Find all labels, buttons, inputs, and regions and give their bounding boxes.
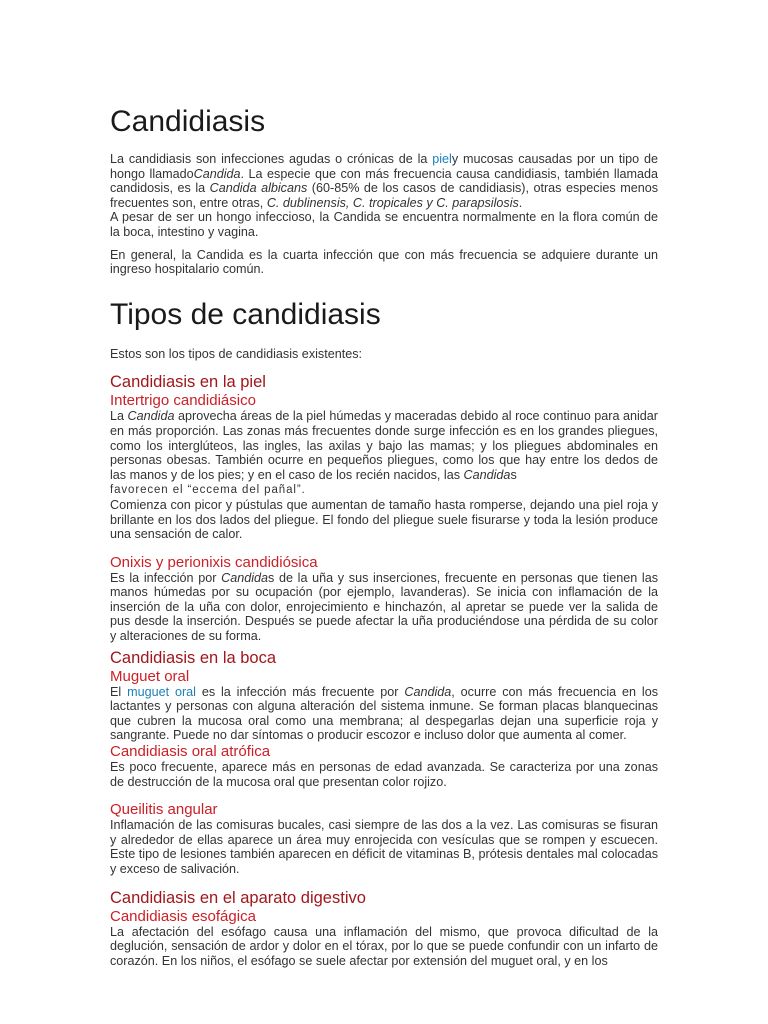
text-run: aprovecha áreas de la piel húmedas y maceradas debido al roce continuo para anidar en más proporción. Las zonas más frecuentes donde surge infección es en los grandes pliegues, como los interglúteos, las ingles, las axilas y bajo las mamas; y los pliegues abdominales en personas obesas. También ocurre en pequeños pliegues, como los que hay entre los dedos de las manos y de los pies; y en el caso de los recién nacidos, las [110,409,658,482]
text-run: s [510,467,517,482]
italic-run: Candida [193,166,241,181]
text-run: El [110,684,128,699]
text-run: (60-85% de los casos de candidiasis), otras especies menos frecuentes son, entre otras, [110,181,659,210]
intro-paragraph-1 [110,152,658,210]
text-run: s de la uña y sus inserciones, frecuente en personas que tienen las manos húmedas por su ocupación (por ejemplo, lavanderas). Se inicia con inflamación de la inserción de la uña con dolor, enrojecimiento e hinchazón, al apretar se puede ver la salida de pus desde la inserción. Después se puede afectar la uña produciéndose una pérdida de su color y alteraciones de su forma. [110,570,659,644]
types-title: Tipos de candidiasis [110,297,381,331]
italic-run: Candida [404,684,452,699]
page-title: Candidiasis [110,105,266,138]
atrophic-paragraph: Es poco frecuente, aparece más en personas de edad avanzada. Se caracteriza por una zonas de destrucción de la mucosa oral que presentan color rojizo. [110,760,658,789]
section-heading-skin: Candidiasis en la piel [110,373,266,392]
text-run: . La especie que con más frecuencia causa candidiasis, también llamada candidosis, es la [110,166,658,196]
intro-paragraph-2: A pesar de ser un hongo infeccioso, la Candida se encuentra normalmente en la flora común de la boca, intestino y vagina. [110,210,658,239]
subheading-queilitis: Queilitis angular [110,801,218,819]
text-run: favorecen el “eccema del pañal”. [110,484,306,497]
text-run: La [110,409,128,424]
italic-run: Candida [463,467,511,482]
document-content [110,104,658,968]
intro-paragraph-3: En general, la Candida es la cuarta infección que con más frecuencia se adquiere durante un ingreso hospitalario común. [110,247,658,277]
text-run: es la infección más frecuente por [195,684,405,699]
subheading-onixis: Onixis y perionixis candidiósica [110,553,318,571]
intertrigo-paragraph-1 [110,409,658,498]
section-heading-mouth: Candidiasis en la boca [110,648,277,667]
text-run: Es la infección por [110,570,222,585]
queilitis-paragraph: Inflamación de las comisuras bucales, casi siempre de las dos a la vez. Las comisuras se fisuran y alrededor de ellas aparece un área muy enrojecida con vesículas que se rompen y escuecen. Este tipo de lesiones también aparecen en déficit de vitaminas B, prótesis dentales mal colocadas y exceso de salivación. [110,818,658,876]
text-run: . [518,195,523,210]
muguet-oral-link[interactable]: muguet oral [127,684,196,699]
piel-link[interactable]: piel [432,152,452,166]
subheading-atrophic: Candidiasis oral atrófica [110,743,271,761]
italic-run: Candida [127,409,175,424]
italic-run: Candida [221,570,269,585]
types-intro: Estos son los tipos de candidiasis existentes: [110,346,363,361]
italic-run: Candida albicans [209,181,308,196]
intro-section [110,152,658,277]
text-run: y mucosas causadas por un tipo de hongo llamado [110,152,658,181]
italic-run: C. dublinensis, C. tropicales y C. parapsilosis [266,195,519,210]
esophageal-paragraph: La afectación del esófago causa una inflamación del mismo, que provoca dificultad de la deglución, sensación de ardor y dolor en el tórax, por lo que se puede confundir con un infarto de corazón. En los niños, el esófago se suele afectar por extensión del muguet oral, y en los [110,924,658,968]
text-run: La candidiasis son infecciones agudas o crónicas de la [110,152,433,166]
text-run: , ocurre con más frecuencia en los lactantes y personas con alguna alteración del sistema inmune. Se forman placas blanquecinas que cubren la mucosa oral como una membrana; al despegarlas dejan una superficie roja y sangrante. Puede no dar síntomas o producir escozor e incluso dolor que aumenta al comer. [110,684,658,743]
muguet-paragraph [110,685,658,743]
subheading-esophageal: Candidiasis esofágica [110,907,256,925]
subheading-muguet: Muguet oral [110,667,190,685]
onixis-paragraph [110,571,658,644]
subheading-intertrigo: Intertrigo candidiásico [110,392,256,410]
intertrigo-paragraph-2: Comienza con picor y pústulas que aumentan de tamaño hasta romperse, dejando una piel roja y brillante en los dos lados del pliegue. El fondo del pliegue suele fisurarse y toda la lesión produce una sensación de calor. [110,497,658,542]
section-heading-digestive: Candidiasis en el aparato digestivo [110,888,366,907]
